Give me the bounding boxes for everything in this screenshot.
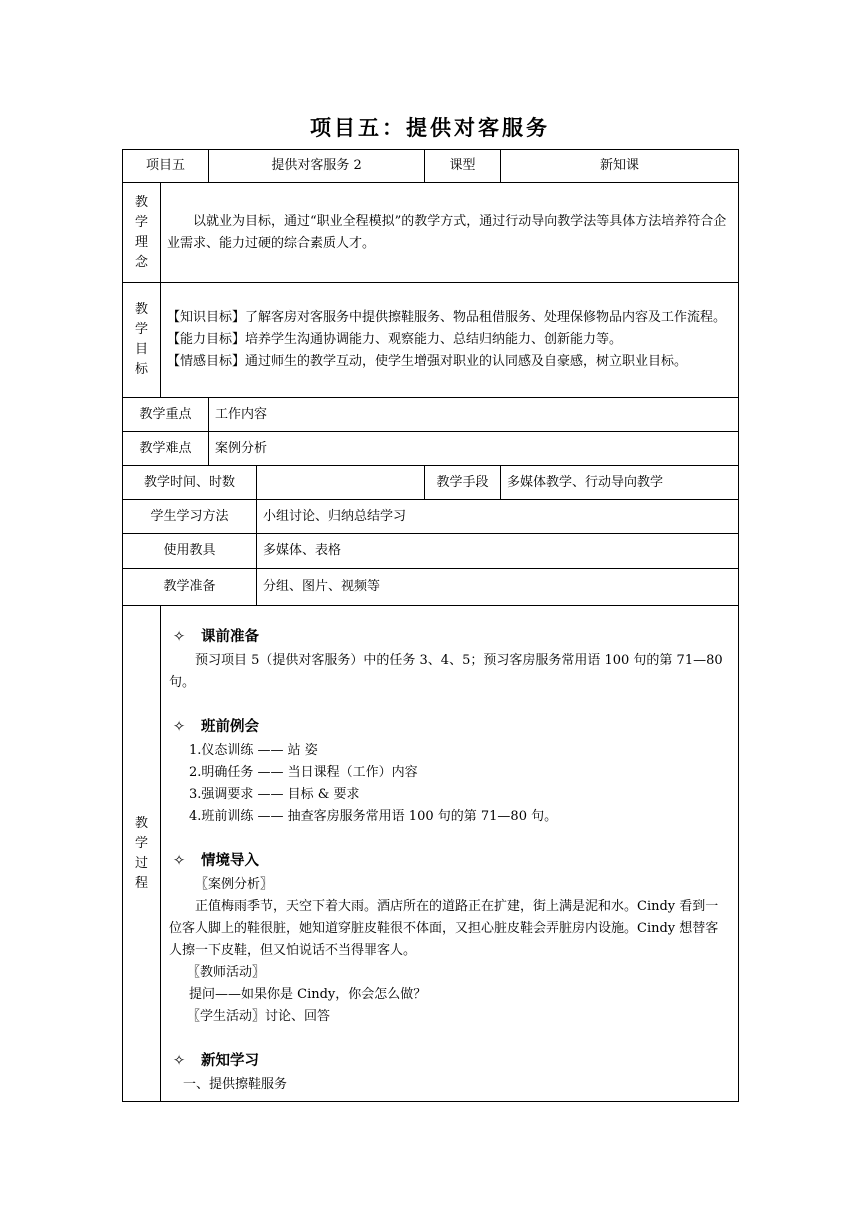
process-label: 教 学 过 程 bbox=[123, 606, 161, 1102]
new-knowledge-item: 一、提供擦鞋服务 bbox=[183, 1077, 288, 1092]
knowledge-goal: 【知识目标】了解客房对客服务中提供擦鞋服务、物品租借服务、处理保修物品内容及工作流程。 bbox=[167, 310, 727, 325]
philosophy-label: 教 学 理 念 bbox=[123, 183, 161, 283]
process-content bbox=[161, 606, 739, 1102]
pre-class-text: 预习项目 5（提供对客服务）中的任务 3、4、5；预习客房服务常用语 100 句的第 71—80 句。 bbox=[169, 653, 723, 690]
student-activity-text: 〖学生活动〗讨论、回答 bbox=[187, 1009, 331, 1024]
key-point-label: 教学重点 bbox=[123, 398, 209, 432]
goals-label: 教 学 目 标 bbox=[123, 283, 161, 398]
case-text: 正值梅雨季节，天空下着大雨。酒店所在的道路正在扩建，街上满是泥和水。Cindy 看到一位客人脚上的鞋很脏，她知道穿脏皮鞋很不体面，又担心脏皮鞋会弄脏房内设施。Cindy 想替客人擦一下皮鞋，但又怕说话不当得罪客人。 bbox=[169, 899, 719, 958]
preparation-row bbox=[123, 569, 739, 606]
preparation-label: 教学准备 bbox=[123, 569, 257, 606]
goals-row bbox=[123, 283, 739, 398]
project-label: 项目五 bbox=[123, 150, 209, 183]
philosophy-row bbox=[123, 183, 739, 283]
emotion-goal: 【情感目标】通过师生的教学互动，使学生增强对职业的认同感及自豪感，树立职业目标。 bbox=[167, 354, 688, 369]
page-title: 项目五：提供对客服务 bbox=[310, 116, 550, 140]
time-row bbox=[123, 466, 739, 500]
meeting-item: 3.强调要求 —— 目标 & 要求 bbox=[189, 787, 360, 802]
diamond-bullet-icon: ✧ bbox=[173, 719, 186, 735]
tools-row bbox=[123, 534, 739, 569]
type-value: 新知课 bbox=[501, 150, 739, 183]
type-label: 课型 bbox=[425, 150, 501, 183]
study-method-label: 学生学习方法 bbox=[123, 500, 257, 534]
meeting-item: 2.明确任务 —— 当日课程（工作）内容 bbox=[189, 765, 418, 780]
meeting-item: 4.班前训练 —— 抽查客房服务常用语 100 句的第 71—80 句。 bbox=[189, 809, 558, 824]
ability-goal: 【能力目标】培养学生沟通协调能力、观察能力、总结归纳能力、创新能力等。 bbox=[167, 332, 623, 347]
project-name: 提供对客服务 2 bbox=[209, 150, 425, 183]
preparation-value: 分组、图片、视频等 bbox=[257, 569, 739, 606]
section-pre-class-title: ✧ 课前准备 bbox=[173, 624, 730, 650]
diamond-bullet-icon: ✧ bbox=[173, 853, 186, 869]
header-row bbox=[123, 150, 739, 183]
difficulty-value: 案例分析 bbox=[209, 432, 739, 466]
teacher-activity-text: 提问——如果你是 Cindy，你会怎么做？ bbox=[189, 987, 427, 1002]
diamond-bullet-icon: ✧ bbox=[173, 629, 186, 645]
study-method-value: 小组讨论、归纳总结学习 bbox=[257, 500, 739, 534]
lesson-plan-table bbox=[122, 149, 739, 1102]
time-value bbox=[257, 466, 425, 500]
section-new-knowledge-title: ✧ 新知学习 bbox=[173, 1048, 730, 1074]
means-label: 教学手段 bbox=[425, 466, 501, 500]
philosophy-text: 以就业为目标，通过“职业全程模拟”的教学方式，通过行动导向教学法等具体方法培养符合企业需求、能力过硬的综合素质人才。 bbox=[167, 213, 727, 251]
difficulty-label: 教学难点 bbox=[123, 432, 209, 466]
means-value: 多媒体教学、行动导向教学 bbox=[501, 466, 739, 500]
key-point-value: 工作内容 bbox=[209, 398, 739, 432]
tools-value: 多媒体、表格 bbox=[257, 534, 739, 569]
teacher-activity-label: 〖教师活动〗 bbox=[187, 965, 266, 980]
difficulty-row bbox=[123, 432, 739, 466]
tools-label: 使用教具 bbox=[123, 534, 257, 569]
diamond-bullet-icon: ✧ bbox=[173, 1053, 186, 1069]
case-label: 〖案例分析〗 bbox=[195, 877, 274, 892]
time-label: 教学时间、时数 bbox=[123, 466, 257, 500]
section-meeting-title: ✧ 班前例会 bbox=[173, 714, 730, 740]
key-point-row bbox=[123, 398, 739, 432]
process-row bbox=[123, 606, 739, 1102]
study-method-row bbox=[123, 500, 739, 534]
section-intro-title: ✧ 情境导入 bbox=[173, 848, 730, 874]
meeting-item: 1.仪态训练 —— 站 姿 bbox=[189, 743, 318, 758]
